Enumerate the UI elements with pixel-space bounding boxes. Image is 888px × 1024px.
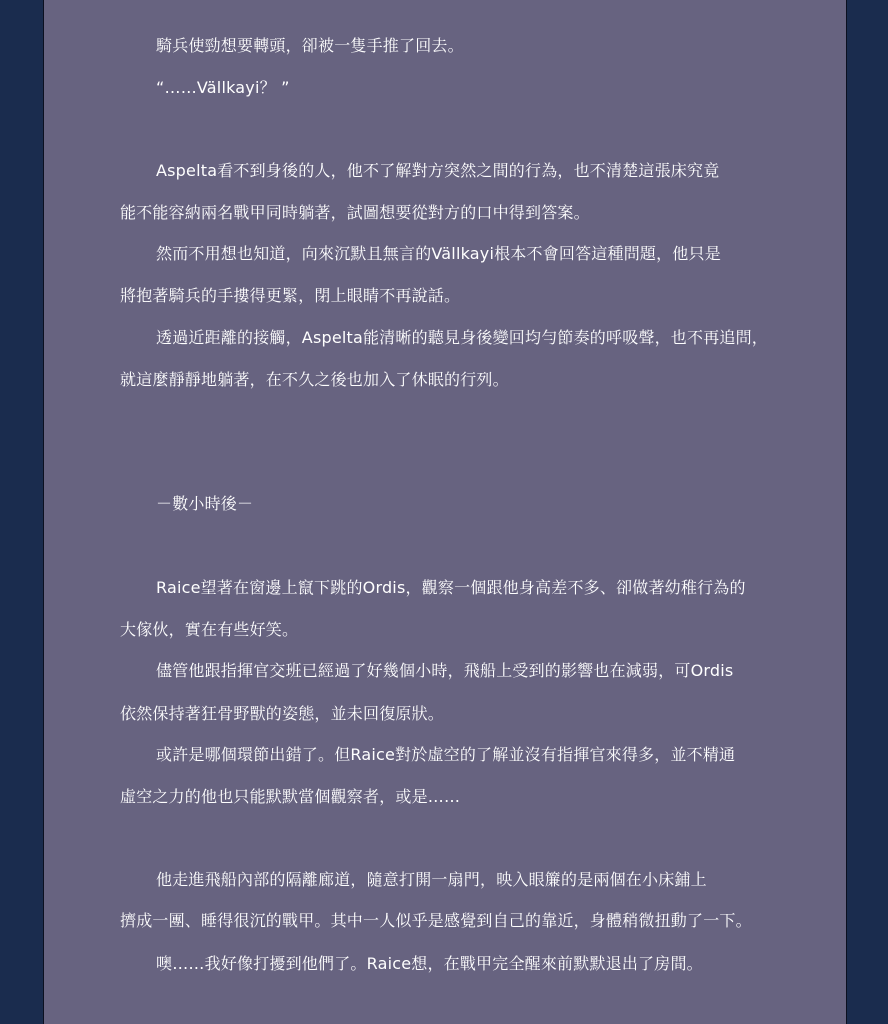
paragraph-line: 儘管他跟指揮官交班已經過了好幾個小時，飛船上受到的影響也在減弱，可Ordis [156,661,734,680]
paragraph-line: 虛空之力的他也只能默默當個觀察者，或是…… [120,787,461,806]
right-frame [847,0,888,1024]
paragraph-line: 透過近距離的接觸，Aspelta能清晰的聽見身後變回均勻節奏的呼吸聲，也不再追問， [156,328,769,347]
paragraph-line: 能不能容納兩名戰甲同時躺著，試圖想要從對方的口中得到答案。 [120,203,590,222]
paragraph-line: 他走進飛船內部的隔離廊道，隨意打開一扇門，映入眼簾的是兩個在小床鋪上 [156,870,707,889]
left-frame [0,0,43,1024]
paragraph-line: 將抱著騎兵的手摟得更緊，閉上眼睛不再說話。 [120,286,461,305]
story-page [43,0,847,1024]
paragraph-line: 噢……我好像打擾到他們了。Raice想，在戰甲完全醒來前默默退出了房間。 [156,954,703,973]
paragraph-line: Raice望著在窗邊上竄下跳的Ordis，觀察一個跟他身高差不多、卻做著幼稚行為的 [156,578,746,597]
paragraph-line: 就這麼靜靜地躺著，在不久之後也加入了休眠的行列。 [120,370,509,389]
paragraph-line: 大傢伙，實在有些好笑。 [120,620,299,639]
paragraph-line: 然而不用想也知道，向來沉默且無言的Vällkayi根本不會回答這種問題，他只是 [156,244,721,263]
paragraph-line: 或許是哪個環節出錯了。但Raice對於虛空的了解並沒有指揮官來得多，並不精通 [156,745,736,764]
paragraph-line: Aspelta看不到身後的人，他不了解對方突然之間的行為，也不清楚這張床究竟 [156,161,720,180]
paragraph-line: 擠成一團、睡得很沉的戰甲。其中一人似乎是感覺到自己的靠近，身體稍微扭動了一下。 [120,911,752,930]
scene-break-heading: －數小時後－ [156,494,254,513]
paragraph-line: 騎兵使勁想要轉頭，卻被一隻手推了回去。 [156,36,464,55]
dialogue-line: “……Vällkayi？ ” [156,78,290,97]
paragraph-line: 依然保持著狂骨野獸的姿態，並未回復原狀。 [120,704,445,723]
